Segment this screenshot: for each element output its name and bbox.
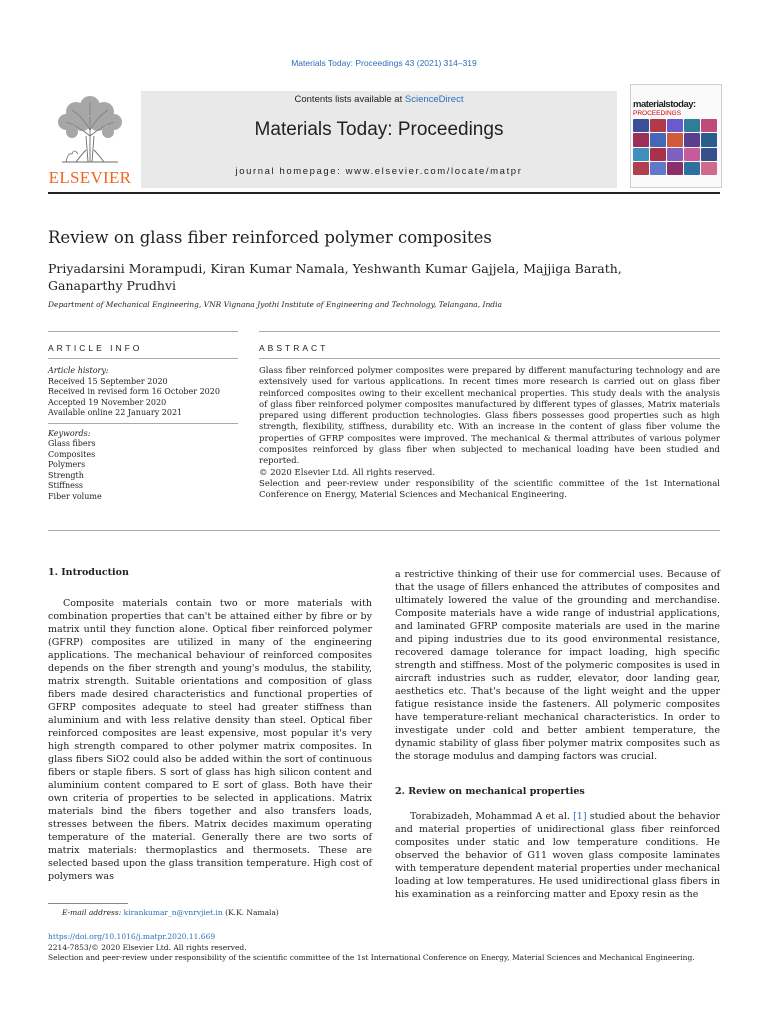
footnote-rule bbox=[48, 903, 128, 904]
journal-banner bbox=[141, 91, 617, 188]
article-title: Review on glass fiber reinforced polymer composites bbox=[48, 228, 492, 247]
abstract-text: Glass fiber reinforced polymer composites were prepared by different manufacturing technology and are extensively used for various applications. In recent times more research is carried out on glass fiber reinforced composites owing to their excellent mechanical properties. This study deals with the analysis of glass fiber reinforced polymer composites manufactured by different types of glasses, Matrix materials prepared using different production technologies. Glass fibers possesses good properties such as high strength, flexibility, stiffness, durability etc. With an increase in the content of glass fiber volume the properties of GFRP composites were improved. The mechanical & thermal attributes of various polymer composites reinforced by glass fiber when subjected to mechanical loading have been studied and reported. bbox=[259, 366, 720, 467]
journal-homepage-link[interactable]: journal homepage: www.elsevier.com/locate/matpr bbox=[235, 166, 523, 177]
review-text-start: Torabizadeh, Mohammad A et al. bbox=[410, 811, 574, 822]
history-item: Available online 22 January 2021 bbox=[48, 408, 183, 417]
masthead-divider bbox=[48, 192, 720, 194]
review-heading: 2. Review on mechanical properties bbox=[395, 786, 585, 797]
introduction-heading: 1. Introduction bbox=[48, 567, 129, 578]
elsevier-tree-icon bbox=[52, 92, 128, 164]
authors-line-2: Ganaparthy Prudhvi bbox=[48, 278, 177, 293]
right-column bbox=[395, 568, 720, 901]
abstract-heading: ABSTRACT bbox=[259, 343, 329, 353]
reference-link[interactable]: [1] bbox=[573, 811, 587, 822]
sciencedirect-link[interactable]: ScienceDirect bbox=[404, 94, 464, 105]
introduction-continued: a restrictive thinking of their use for commercial uses. Because of that the usage of fillers enhanced the attributes of composites and ultimately lowered the value of the grounding and merchandise. Composite materials have a wide range of industrial applications, and laminated GFRP composite materials are used in the marine and piping industries due to its good environmental resistance, recovered damage tolerance for impact loading, high specific strength and stiffness. Most of the polymeric composites is used in aircraft industries such as rudder, elevator, door landing gear, aesthetics etc. That's because of the light weight and the upper fatigue resistance inside the fasteners. All polymeric composites have temperature-reliant mechanical characteristics. In order to investigate under cold and better ambient temperature, the dynamic stability of glass fiber polymer matrix composites such as the storage modulus and damping factors was crucial. bbox=[395, 569, 720, 762]
corresponding-email bbox=[62, 908, 279, 917]
contents-prefix: Contents lists available at bbox=[294, 94, 405, 105]
keyword: Fiber volume bbox=[48, 491, 102, 501]
email-label: E-mail address: bbox=[62, 908, 124, 917]
cover-subtitle: PROCEEDINGS bbox=[633, 110, 682, 117]
history-label: Article history: bbox=[48, 366, 109, 375]
doi-link[interactable]: https://doi.org/10.1016/j.matpr.2020.11.669 bbox=[48, 932, 216, 941]
history-item: Received in revised form 16 October 2020 bbox=[48, 387, 220, 396]
article-info-head-rule bbox=[48, 358, 238, 359]
review-text-rest: studied about the behavior and material properties of unidirectional glass fiber reinforced composites under static and low temperature conditions. He observed the behavior of G11 woven glass composite laminates with temperature dependent material properties under mechanical loading at low temperatures. He used unidirectional glass fibers in his examination as a reinforcing matter and Epoxy resin as the bbox=[395, 811, 721, 900]
journal-masthead bbox=[48, 84, 720, 188]
introduction-paragraph: Composite materials contain two or more materials with combination properties that can't be attained either by fibre or by matrix until they function alone. Optical fiber reinforced polymer (GFRP) composites are utilized in many of the engineering applications. The mechanical behaviour of reinforced composites depends on the fiber strength and young's modulus, the stability, matrix strength. Suitable orientations and composition of glass fibers made desired characteristics and functional properties of GFRP composites adequate to steel had greater stiffness than aluminium and with less relative density than steel. Optical fiber reinforced composites are least expensive, most popular it's very high strength compared to other polymer matrix composites. In glass fibers SiO2 could also be added within the sort of continuous fibers or staple fibers. S sort of glass has high silicon content and aluminium content compared to E sort of glass. Both have their own criteria of properties to be selected in applications. Matrix materials bind the fibers together and also transfers loads, stresses between the fibers. Matrix decides maximum operating temperature of the material. Generally there are two sorts of matrix materials: thermoplastics and thermosets. These are selected based upon the glass transition temperature. High cost of polymers was bbox=[48, 598, 372, 882]
page-footer bbox=[48, 932, 720, 964]
abstract-top-rule bbox=[259, 331, 720, 332]
email-suffix: (K.K. Namala) bbox=[222, 908, 279, 917]
elsevier-wordmark: ELSEVIER bbox=[48, 168, 132, 187]
affiliation: Department of Mechanical Engineering, VNR Vignana Jyothi Institute of Engineering and Technology, Telangana, India bbox=[48, 300, 502, 309]
keyword: Glass fibers bbox=[48, 439, 96, 448]
keywords-label: Keywords: bbox=[48, 428, 91, 438]
article-info bbox=[48, 366, 238, 502]
author-list bbox=[48, 260, 648, 294]
article-info-heading: ARTICLE INFO bbox=[48, 343, 143, 353]
keyword: Stiffness bbox=[48, 481, 84, 490]
keyword: Strength bbox=[48, 470, 84, 480]
issn-line: 2214-7853/© 2020 Elsevier Ltd. All rights reserved. bbox=[48, 942, 247, 952]
info-divider bbox=[48, 419, 238, 424]
history-item: Received 15 September 2020 bbox=[48, 376, 168, 386]
keyword: Composites bbox=[48, 449, 96, 459]
footer-selection: Selection and peer-review under responsibility of the scientific committee of the 1st International Conference on Energy, Material Sciences and Mechanical Engineering. bbox=[48, 953, 695, 962]
elsevier-logo[interactable] bbox=[48, 92, 132, 188]
article-info-top-rule bbox=[48, 331, 238, 332]
abstract-selection: Selection and peer-review under responsibility of the scientific committee of the 1st International Conference on Energy, Material Sciences and Mechanical Engineering. bbox=[259, 478, 720, 501]
abstract-bottom-rule bbox=[48, 530, 720, 531]
journal-cover-image[interactable] bbox=[630, 84, 722, 188]
cover-title: materialstoday: bbox=[633, 99, 696, 110]
abstract-copyright: © 2020 Elsevier Ltd. All rights reserved. bbox=[259, 467, 436, 478]
review-paragraph bbox=[395, 810, 720, 901]
contents-lists-line bbox=[141, 94, 617, 105]
authors-line-1: Priyadarsini Morampudi, Kiran Kumar Namala, Yeshwanth Kumar Gajjela, Majjiga Barath, bbox=[48, 261, 622, 276]
keyword: Polymers bbox=[48, 460, 86, 469]
journal-citation-link[interactable]: Materials Today: Proceedings 43 (2021) 314–319 bbox=[291, 58, 477, 68]
history-item: Accepted 19 November 2020 bbox=[48, 397, 167, 407]
abstract-head-rule bbox=[259, 358, 720, 359]
left-column bbox=[48, 566, 372, 883]
journal-title: Materials Today: Proceedings bbox=[254, 119, 504, 140]
abstract-body bbox=[259, 366, 720, 502]
email-link[interactable]: kirankumar_n@vnrvjiet.in bbox=[123, 908, 223, 917]
cover-mosaic bbox=[633, 119, 717, 175]
